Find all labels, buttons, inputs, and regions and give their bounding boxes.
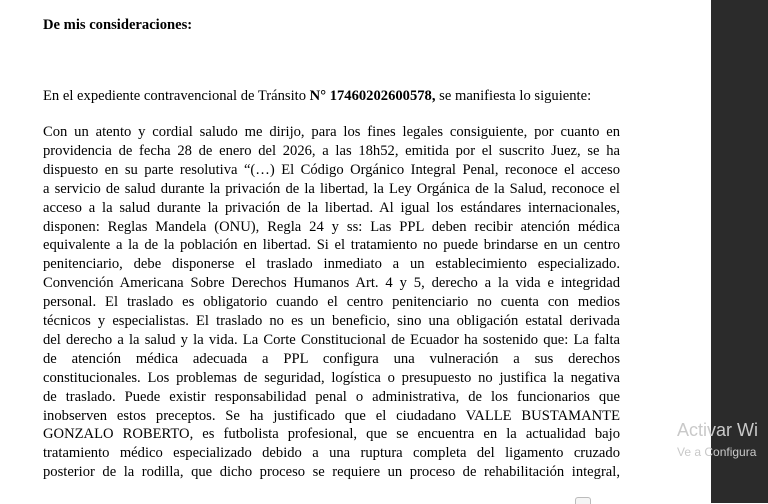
activation-watermark-title: Activar Wi — [677, 420, 758, 440]
body-line: acceso a la salud durante la privación de la libertad. Al igual los estándares internacionales, — [43, 199, 620, 216]
body-line: técnicos y especialistas. El traslado no es un beneficio, sino una obligación estatal derivada — [43, 313, 620, 329]
heading: De mis consideraciones: — [43, 17, 193, 33]
body-line: equivalente a la de la población en libertad. Si el tratamiento no puede brindarse en un centro — [43, 237, 620, 254]
body-line: tratamiento médico especializado debido a una ruptura completa del ligamento cruzado — [43, 445, 620, 462]
activation-watermark-subtitle: Ve a Configura — [677, 445, 757, 459]
case-number: N° 17460202600578, — [309, 88, 436, 104]
body-line: inobserven estos preceptos. Se ha justificado que el ciudadano VALLE BUSTAMANTE — [43, 407, 620, 424]
intro-prefix: En el expediente contravencional de Tránsito — [43, 88, 310, 104]
body-line: GONZALO ROBERTO, es futbolista profesional, que se encuentra en la actualidad bajo — [43, 426, 620, 443]
body-line: constitucionales. Los problemas de seguridad, logística o presupuesto no justifica la negativa — [43, 369, 620, 386]
body-line: personal. El traslado es obligatorio cuando el centro penitenciario no cuenta con medios — [43, 294, 620, 311]
body-line: de atención médica adecuada a PPL configura una vulneración a sus derechos — [43, 350, 620, 367]
body-line: a servicio de salud durante la privación de la libertad, la Ley Orgánica de la Salud, reconoce el — [43, 180, 620, 197]
intro-paragraph — [43, 88, 591, 105]
body-line: posterior de la rodilla, que dicho proceso se requiere un proceso de rehabilitación integral, — [43, 464, 620, 481]
body-line: Con un atento y cordial saludo me dirijo, para los fines legales consiguiente, por cuanto en — [43, 124, 620, 140]
body-line: disponen: Reglas Mandela (ONU), Regla 24 y ss: Las PPL deben recibir atención médica — [43, 218, 620, 235]
body-line: Convención Americana Sobre Derechos Humanos Art. 4 y 5, derecho a la vida e integridad — [43, 275, 620, 292]
intro-suffix: se manifiesta lo siguiente: — [435, 88, 592, 104]
body-line: de traslado. Puede existir responsabilidad penal o administrativa, de los funcionarios que — [43, 388, 620, 405]
body-line: del derecho a la salud y la vida. La Corte Constitucional de Ecuador ha sostenido que: La falta — [43, 331, 620, 348]
body-line: penitenciario, debe disponerse el traslado inmediato a un establecimiento especializado. — [43, 256, 620, 273]
body-line: providencia de fecha 28 de enero del 2026, a las 18h52, emitida por el suscrito Juez, se ha — [43, 142, 620, 159]
body-line: dispuesto en su parte resolutiva “(…) El Código Orgánico Integral Penal, reconoce el acceso — [43, 161, 620, 178]
